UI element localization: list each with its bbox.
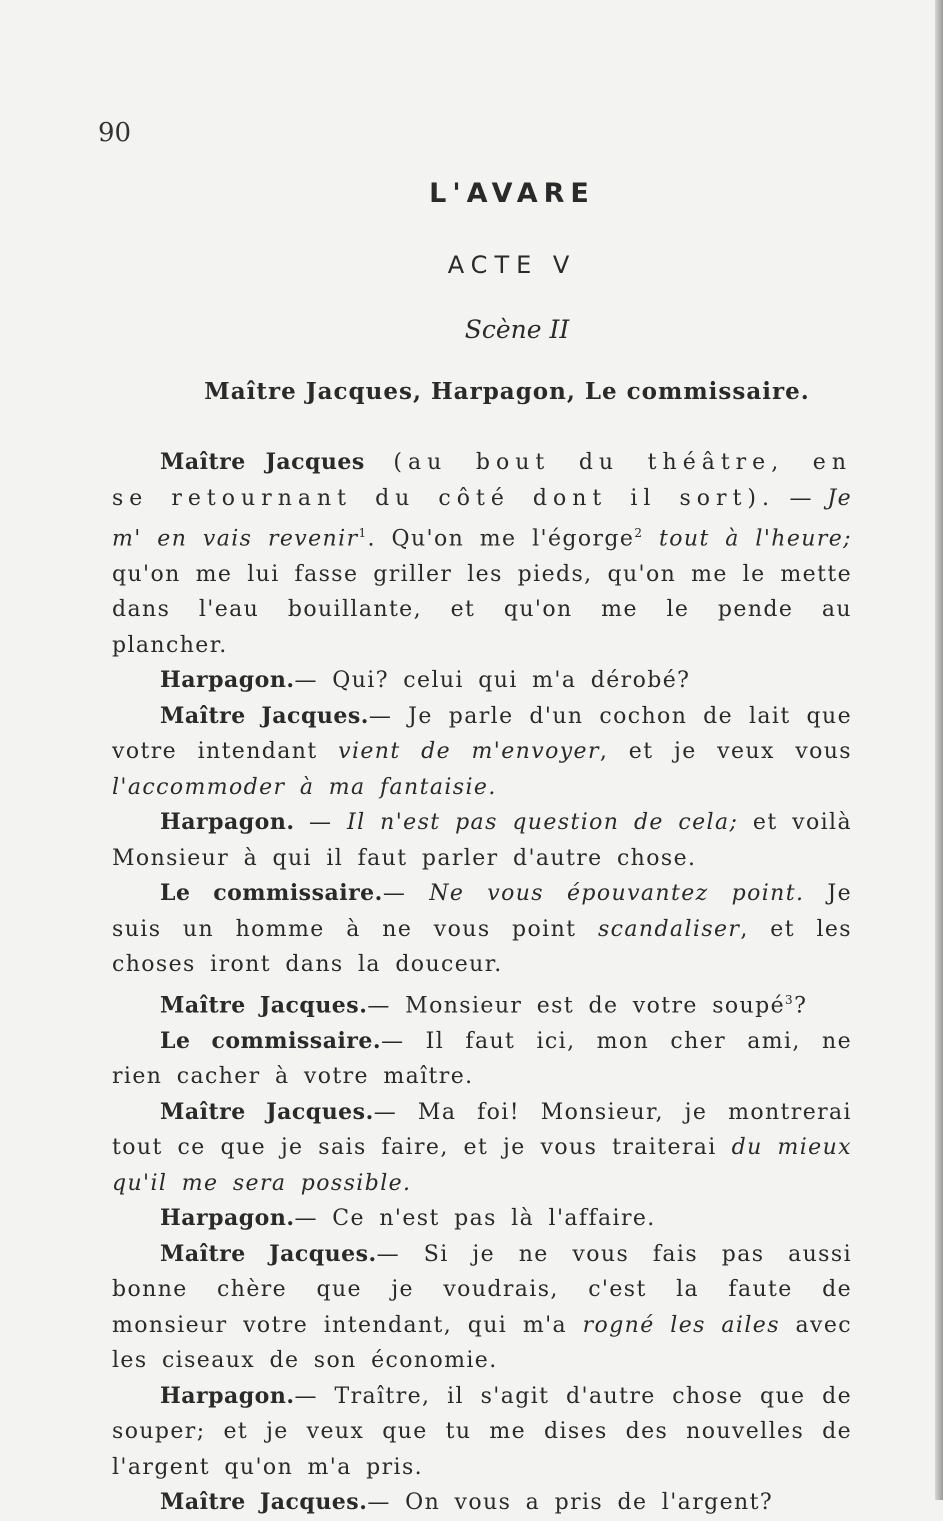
italic-text: Je m' en vais revenir (112, 485, 852, 552)
footnote-marker: 1 (358, 526, 368, 540)
line-text: — Je parle d'un cochon de lait que votre intendant (112, 703, 852, 765)
dialogue-line (112, 983, 852, 1024)
footnote-marker: 2 (634, 526, 644, 540)
line-text: — Il faut ici, mon cher ami, ne rien cacher à votre maître. (112, 1028, 852, 1090)
dialogue-line (112, 445, 852, 663)
line-text: ? (794, 993, 808, 1019)
line-text: — Si je ne vous fais pas aussi bonne chère que je voudrais, c'est la faute de monsieur votre intendant, qui m'a (112, 1241, 853, 1338)
stage-direction: (au bout du théâtre, en se retournant du côté dont il sort). (112, 450, 852, 511)
dialogue-line (112, 663, 852, 699)
dialogue-line (112, 1095, 852, 1202)
line-text: Je suis un homme à ne vous point (112, 881, 852, 942)
dialogue-line (112, 1379, 852, 1486)
italic-text: tout à l'heure; (658, 526, 852, 552)
dialogue-line (112, 805, 852, 876)
line-text: avec les ciseaux de son économie. (112, 1312, 852, 1374)
italic-text: rogné les ailes (582, 1312, 780, 1338)
line-text: , et je veux vous (599, 739, 852, 765)
line-text: — Qui? celui qui m'a dérobé? (294, 668, 691, 694)
dialogue-line (112, 876, 852, 983)
page-edge-shadow (935, 0, 943, 1500)
line-text: et voilà Monsieur à qui il faut parler d'autre chose. (112, 810, 852, 871)
line-text (643, 526, 659, 551)
speaker-name: Harpagon. (160, 1205, 295, 1232)
dialogue (112, 445, 852, 1521)
italic-text: vient de m'envoyer (338, 739, 600, 765)
dialogue-line (112, 1237, 852, 1379)
line-text: — Ma foi! Monsieur, je montrerai tout ce que je sais faire, et je vous traiterai (112, 1099, 852, 1161)
character-list: Maître Jacques, Harpagon, Le commissaire. (204, 378, 810, 405)
dialogue-line (112, 1024, 852, 1095)
speaker-name: Le commissaire. (160, 1027, 382, 1054)
italic-text: du mieux qu'il me sera possible. (112, 1135, 852, 1196)
speaker-name: Maître Jacques. (160, 1489, 368, 1516)
speaker-name: Harpagon. (160, 809, 295, 836)
dialogue-line (112, 699, 852, 806)
dialogue-line (112, 1201, 852, 1237)
italic-text: scandaliser (597, 916, 741, 942)
line-text: . Qu'on me l'égorge (367, 526, 635, 552)
play-title: L'AVARE (429, 178, 595, 209)
footnote-marker: 3 (785, 992, 795, 1007)
act-heading: ACTE V (447, 251, 577, 279)
scene-heading: Scène II (464, 315, 570, 344)
line-text: — Monsieur est de votre soupé (367, 993, 786, 1019)
line-text: — (774, 485, 828, 511)
line-text: qu'on me lui fasse griller les pieds, qu'on me le mette dans l'eau bouillante, et qu'on me le pende au plancher. (112, 561, 852, 658)
speaker-name: Maître Jacques (160, 449, 365, 475)
line-text: — (382, 881, 430, 907)
speaker-name: Maître Jacques. (160, 1098, 374, 1125)
speaker-name: Maître Jacques. (160, 992, 368, 1019)
dialogue-line (112, 1485, 852, 1521)
speaker-name: Maître Jacques. (160, 702, 369, 729)
italic-text: Il n'est pas question de cela; (347, 810, 739, 836)
line-text: — Ce n'est pas là l'affaire. (294, 1206, 656, 1232)
book-page (98, 118, 853, 1521)
speaker-name: Maître Jacques. (160, 1240, 377, 1267)
line-text: — On vous a pris de l'argent? (367, 1490, 774, 1516)
line-text: — Traître, il s'agit d'autre chose que de souper; et je veux que tu me dises des nouvelles de l'argent qu'on m'a pris. (112, 1383, 852, 1480)
page-number: 90 (98, 118, 132, 148)
italic-text: Ne vous épouvantez point. (429, 881, 805, 907)
italic-text: l'accommoder à ma fantaisie. (112, 774, 497, 800)
speaker-name: Harpagon. (160, 667, 295, 694)
line-text: , et les choses iront dans la douceur. (112, 916, 853, 978)
speaker-name: Harpagon. (160, 1382, 295, 1409)
line-text: — (294, 810, 348, 836)
speaker-name: Le commissaire. (160, 880, 383, 907)
